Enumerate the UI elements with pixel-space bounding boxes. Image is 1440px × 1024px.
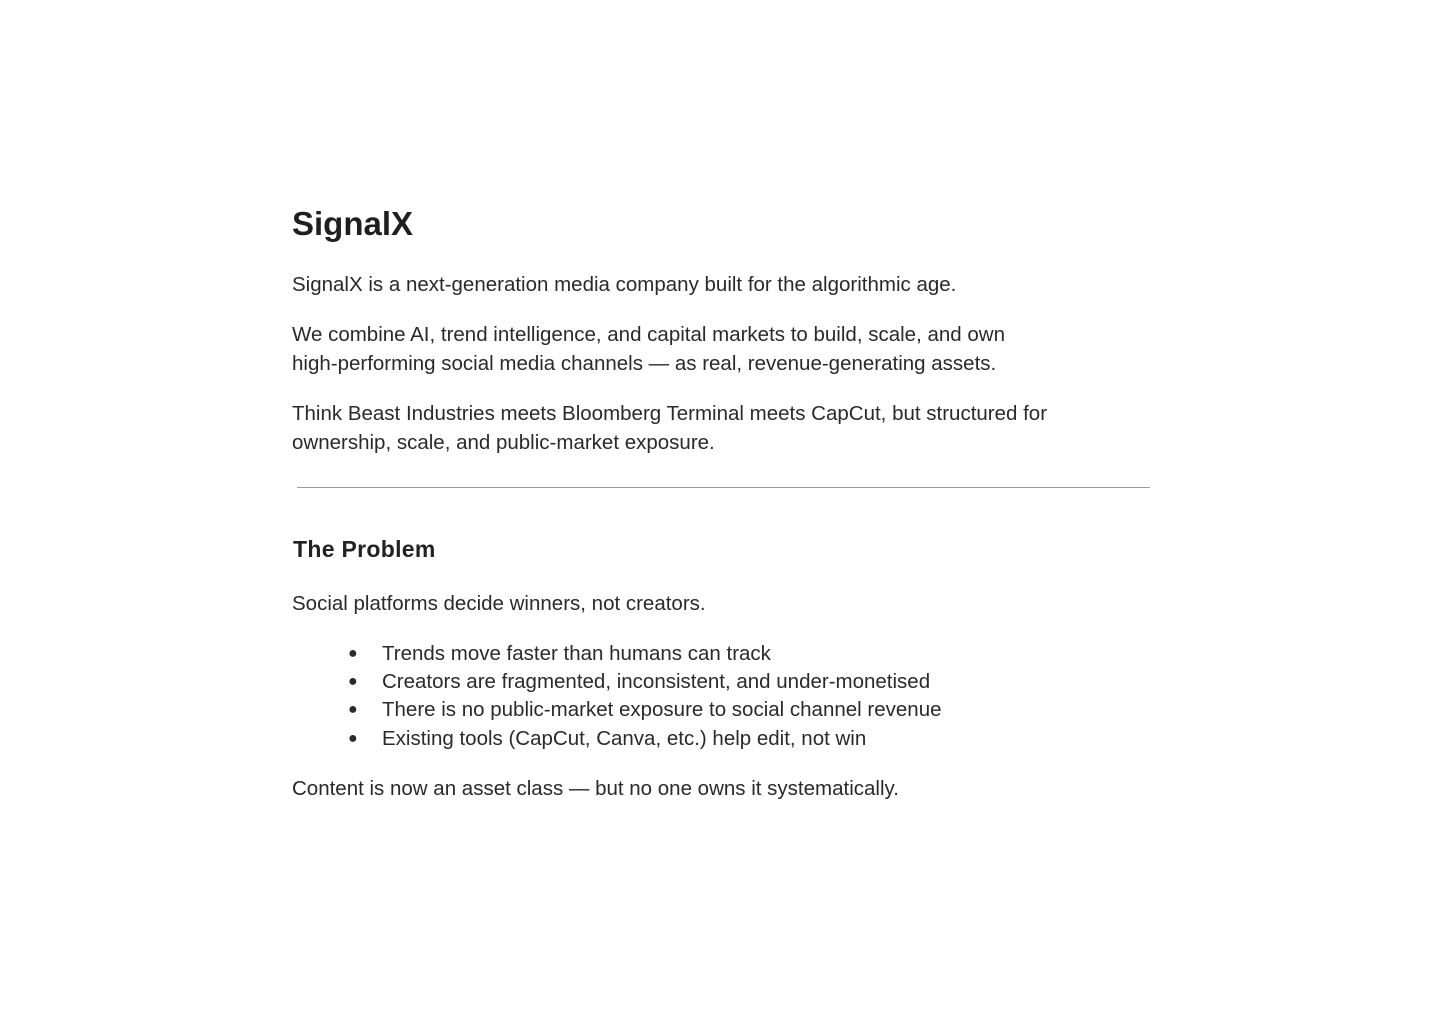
bullet-icon: ● bbox=[348, 673, 358, 691]
intro-paragraph-2-line-1: We combine AI, trend intelligence, and capital markets to build, scale, and own bbox=[292, 323, 1005, 346]
bullet-icon: ● bbox=[348, 701, 358, 719]
bullet-icon: ● bbox=[348, 729, 358, 747]
page-title: SignalX bbox=[292, 205, 414, 242]
section-heading-problem: The Problem bbox=[293, 536, 436, 562]
intro-paragraph-1: SignalX is a next-generation media company built for the algorithmic age. bbox=[292, 273, 957, 296]
intro-paragraph-2-line-2: high-performing social media channels — as real, revenue-generating assets. bbox=[292, 352, 997, 375]
intro-paragraph-3-line-2: ownership, scale, and public-market exposure. bbox=[292, 431, 715, 454]
problem-lead: Social platforms decide winners, not creators. bbox=[292, 592, 706, 615]
list-item: ● Trends move faster than humans can track bbox=[348, 640, 942, 668]
problem-closing: Content is now an asset class — but no one owns it systematically. bbox=[292, 777, 899, 800]
list-item: ● Existing tools (CapCut, Canva, etc.) help edit, not win bbox=[348, 725, 942, 753]
list-item: ● Creators are fragmented, inconsistent, and under-monetised bbox=[348, 668, 942, 696]
problem-bullet-list bbox=[348, 640, 942, 753]
bullet-icon: ● bbox=[348, 645, 358, 662]
list-item: ● There is no public-market exposure to social channel revenue bbox=[348, 696, 942, 724]
section-divider bbox=[297, 487, 1150, 488]
intro-paragraph-3-line-1: Think Beast Industries meets Bloomberg Terminal meets CapCut, but structured for bbox=[292, 402, 1048, 425]
